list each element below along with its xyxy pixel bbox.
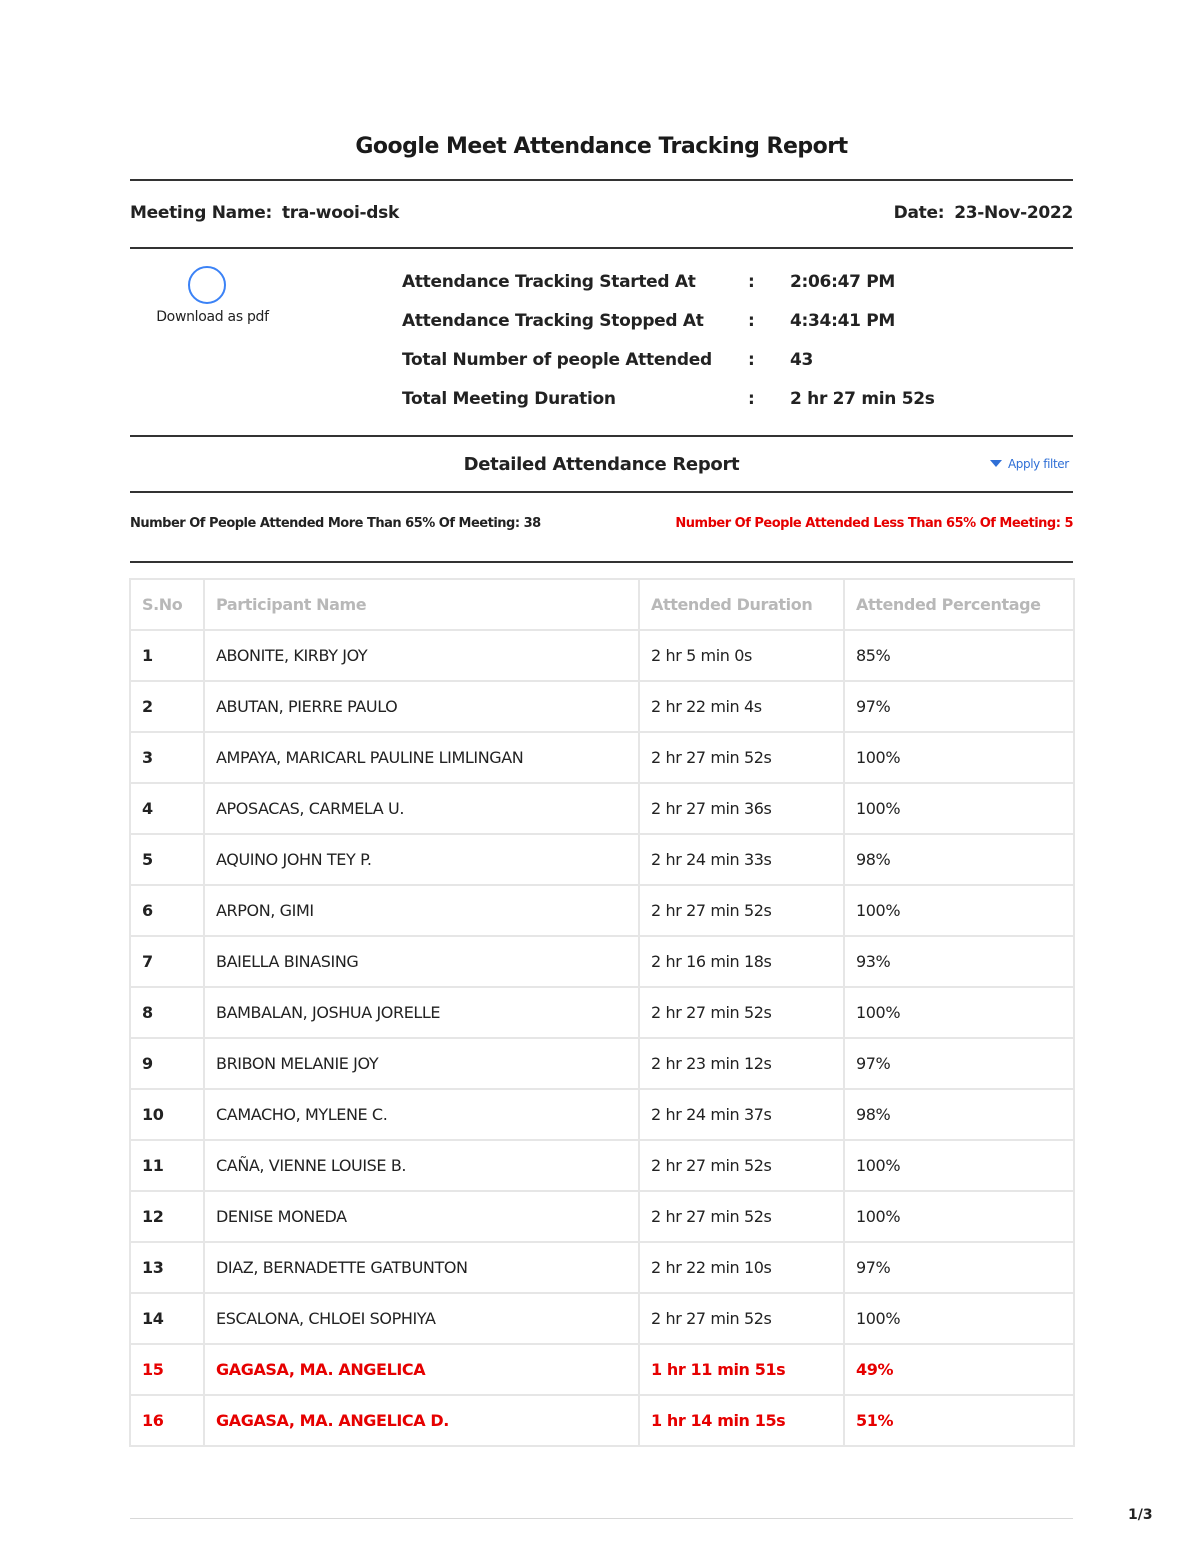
- cell-sno: 10: [130, 1089, 204, 1140]
- table-row: [130, 1191, 1074, 1242]
- date-value: 23-Nov-2022: [954, 203, 1073, 223]
- cell-participant-name: GAGASA, MA. ANGELICA: [204, 1344, 639, 1395]
- cell-participant-name: APOSACAS, CARMELA U.: [204, 783, 639, 834]
- cell-attended-percentage: 85%: [844, 630, 1074, 681]
- cell-attended-duration: 2 hr 27 min 52s: [639, 1293, 844, 1344]
- cell-attended-duration: 2 hr 22 min 10s: [639, 1242, 844, 1293]
- table-row: [130, 630, 1074, 681]
- cell-attended-duration: 2 hr 27 min 52s: [639, 987, 844, 1038]
- table-row: [130, 1089, 1074, 1140]
- table-row: [130, 681, 1074, 732]
- meeting-name-value: tra-wooi-dsk: [281, 203, 399, 223]
- cell-attended-duration: 2 hr 24 min 37s: [639, 1089, 844, 1140]
- cell-attended-percentage: 100%: [844, 1191, 1074, 1242]
- download-pdf-label[interactable]: Download as pdf: [156, 309, 269, 325]
- cell-attended-duration: 2 hr 5 min 0s: [639, 630, 844, 681]
- cell-attended-duration: 1 hr 11 min 51s: [639, 1344, 844, 1395]
- cell-attended-duration: 2 hr 16 min 18s: [639, 936, 844, 987]
- cell-participant-name: DIAZ, BERNADETTE GATBUNTON: [204, 1242, 639, 1293]
- cell-participant-name: ARPON, GIMI: [204, 885, 639, 936]
- cell-participant-name: AMPAYA, MARICARL PAULINE LIMLINGAN: [204, 732, 639, 783]
- cell-participant-name: BAIELLA BINASING: [204, 936, 639, 987]
- info-label: Attendance Tracking Stopped At: [402, 311, 704, 331]
- cell-sno: 1: [130, 630, 204, 681]
- cell-attended-percentage: 100%: [844, 732, 1074, 783]
- cell-attended-duration: 2 hr 27 min 52s: [639, 1140, 844, 1191]
- apply-filter-label: Apply filter: [1008, 457, 1069, 471]
- table-row: [130, 936, 1074, 987]
- cell-attended-percentage: 93%: [844, 936, 1074, 987]
- filter-icon: [990, 460, 1002, 467]
- cell-sno: 4: [130, 783, 204, 834]
- cell-participant-name: CAÑA, VIENNE LOUISE B.: [204, 1140, 639, 1191]
- info-label: Total Number of people Attended: [402, 350, 712, 370]
- table-row: [130, 732, 1074, 783]
- meeting-name-label: Meeting Name:: [130, 203, 272, 223]
- cell-attended-percentage: 97%: [844, 1038, 1074, 1089]
- summary-less-than: Number Of People Attended Less Than 65% Of Meeting: 5: [675, 516, 1073, 531]
- cell-sno: 8: [130, 987, 204, 1038]
- table-row: [130, 1395, 1074, 1446]
- cell-sno: 6: [130, 885, 204, 936]
- cell-participant-name: DENISE MONEDA: [204, 1191, 639, 1242]
- cell-attended-duration: 2 hr 27 min 52s: [639, 1191, 844, 1242]
- divider: [130, 179, 1073, 181]
- table-row: [130, 783, 1074, 834]
- download-pdf-button[interactable]: [188, 266, 226, 304]
- summary-more-than: Number Of People Attended More Than 65% Of Meeting: 38: [130, 516, 541, 531]
- cell-participant-name: CAMACHO, MYLENE C.: [204, 1089, 639, 1140]
- cell-sno: 12: [130, 1191, 204, 1242]
- info-label: Attendance Tracking Started At: [402, 272, 696, 292]
- report-title: Google Meet Attendance Tracking Report: [355, 134, 848, 159]
- header-sno: S.No: [130, 579, 204, 630]
- cell-attended-duration: 2 hr 23 min 12s: [639, 1038, 844, 1089]
- divider: [130, 435, 1073, 437]
- cell-participant-name: AQUINO JOHN TEY P.: [204, 834, 639, 885]
- cell-attended-duration: 2 hr 22 min 4s: [639, 681, 844, 732]
- info-colon: :: [748, 389, 755, 409]
- meeting-date: [894, 203, 1073, 223]
- attendance-table: [129, 578, 1075, 1447]
- cell-attended-duration: 1 hr 14 min 15s: [639, 1395, 844, 1446]
- cell-sno: 14: [130, 1293, 204, 1344]
- detailed-report-title: Detailed Attendance Report: [463, 454, 740, 475]
- cell-attended-percentage: 100%: [844, 1140, 1074, 1191]
- cell-sno: 13: [130, 1242, 204, 1293]
- cell-sno: 9: [130, 1038, 204, 1089]
- table-row: [130, 1344, 1074, 1395]
- table-row: [130, 1242, 1074, 1293]
- header-attended-percentage: Attended Percentage: [844, 579, 1074, 630]
- table-row: [130, 834, 1074, 885]
- info-value: 2 hr 27 min 52s: [790, 389, 935, 409]
- info-colon: :: [748, 350, 755, 370]
- cell-attended-percentage: 49%: [844, 1344, 1074, 1395]
- table-row: [130, 1140, 1074, 1191]
- cell-attended-percentage: 97%: [844, 1242, 1074, 1293]
- cell-sno: 15: [130, 1344, 204, 1395]
- info-colon: :: [748, 272, 755, 292]
- header-attended-duration: Attended Duration: [639, 579, 844, 630]
- table-row: [130, 987, 1074, 1038]
- table-row: [130, 1038, 1074, 1089]
- cell-participant-name: BRIBON MELANIE JOY: [204, 1038, 639, 1089]
- table-row: [130, 1293, 1074, 1344]
- info-value: 2:06:47 PM: [790, 272, 896, 292]
- divider: [130, 247, 1073, 249]
- cell-sno: 16: [130, 1395, 204, 1446]
- cell-attended-percentage: 100%: [844, 885, 1074, 936]
- info-label: Total Meeting Duration: [402, 389, 616, 409]
- cell-sno: 2: [130, 681, 204, 732]
- table-row: [130, 885, 1074, 936]
- cell-attended-duration: 2 hr 24 min 33s: [639, 834, 844, 885]
- divider: [130, 561, 1073, 563]
- cell-attended-duration: 2 hr 27 min 52s: [639, 885, 844, 936]
- cell-participant-name: BAMBALAN, JOSHUA JORELLE: [204, 987, 639, 1038]
- cell-attended-percentage: 98%: [844, 1089, 1074, 1140]
- cell-attended-percentage: 51%: [844, 1395, 1074, 1446]
- cell-attended-percentage: 100%: [844, 987, 1074, 1038]
- cell-attended-percentage: 98%: [844, 834, 1074, 885]
- table-header-row: [130, 579, 1074, 630]
- info-colon: :: [748, 311, 755, 331]
- info-value: 43: [790, 350, 814, 370]
- cell-participant-name: ABONITE, KIRBY JOY: [204, 630, 639, 681]
- cell-attended-percentage: 100%: [844, 783, 1074, 834]
- cell-attended-duration: 2 hr 27 min 36s: [639, 783, 844, 834]
- page-number: 1/3: [1128, 1507, 1153, 1523]
- footer-divider: [130, 1518, 1073, 1519]
- divider: [130, 491, 1073, 493]
- cell-attended-percentage: 100%: [844, 1293, 1074, 1344]
- cell-participant-name: ABUTAN, PIERRE PAULO: [204, 681, 639, 732]
- header-participant-name: Participant Name: [204, 579, 639, 630]
- cell-participant-name: GAGASA, MA. ANGELICA D.: [204, 1395, 639, 1446]
- cell-attended-percentage: 97%: [844, 681, 1074, 732]
- cell-sno: 7: [130, 936, 204, 987]
- info-value: 4:34:41 PM: [790, 311, 896, 331]
- cell-sno: 5: [130, 834, 204, 885]
- cell-participant-name: ESCALONA, CHLOEI SOPHIYA: [204, 1293, 639, 1344]
- cell-sno: 11: [130, 1140, 204, 1191]
- apply-filter-link[interactable]: [990, 457, 1069, 471]
- cell-attended-duration: 2 hr 27 min 52s: [639, 732, 844, 783]
- meeting-name: [130, 203, 399, 223]
- cell-sno: 3: [130, 732, 204, 783]
- date-label: Date:: [893, 203, 945, 223]
